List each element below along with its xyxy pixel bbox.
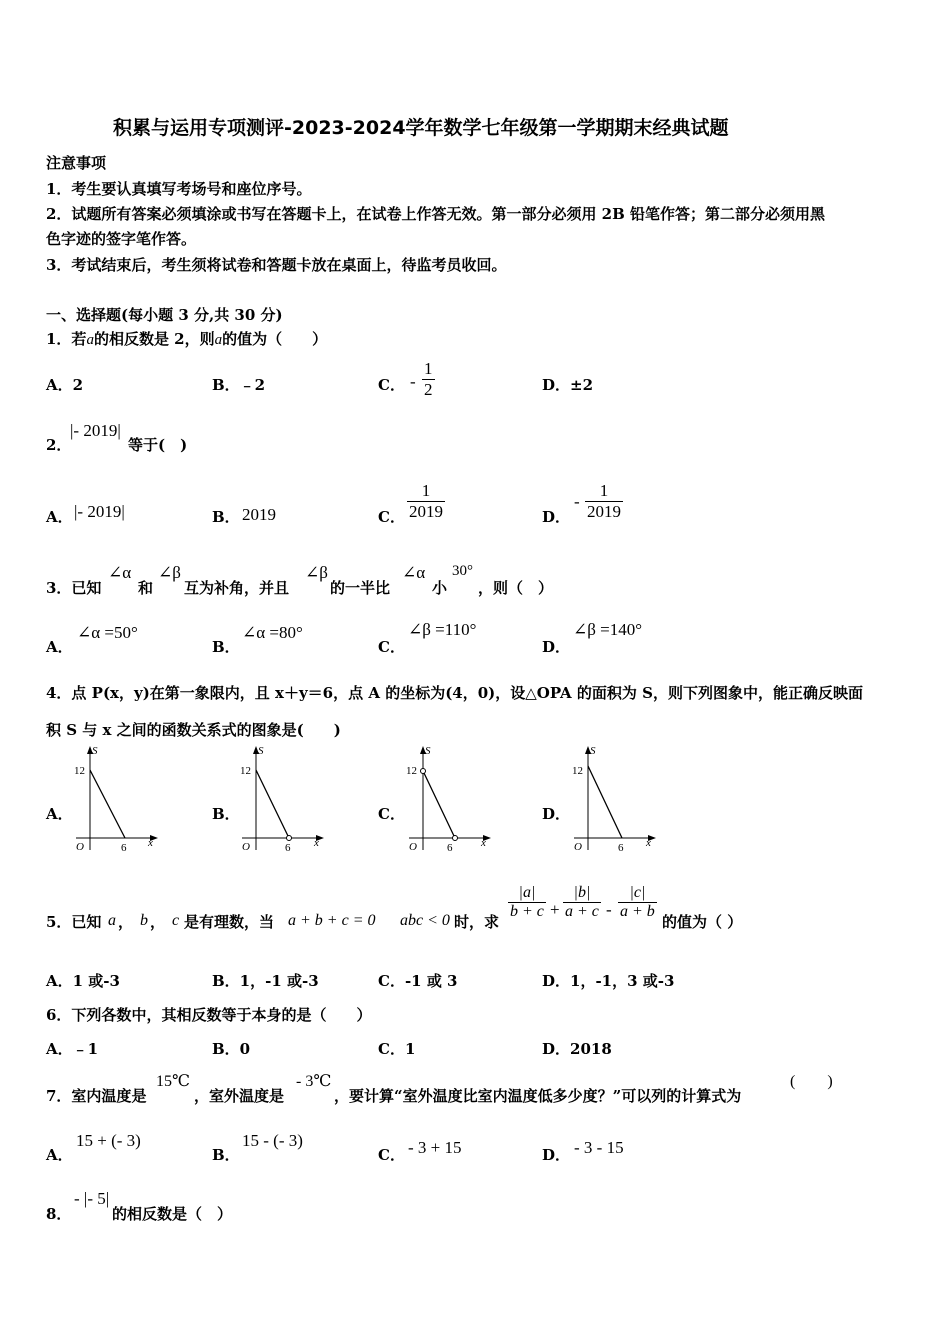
y-tick-label: 12	[572, 765, 583, 777]
y-tick-label: 12	[74, 765, 85, 777]
q6-option-b[interactable]: B．0	[212, 1040, 251, 1058]
q6-option-a[interactable]: A．﹣1	[46, 1040, 99, 1058]
q5-option-a[interactable]: A．1 或-3	[46, 972, 120, 990]
q3-degree: 30°	[452, 563, 473, 579]
q5-var-a: a	[108, 912, 116, 929]
denominator: 2	[424, 380, 433, 399]
q2-text: 等于( )	[128, 436, 188, 454]
q5-text: 是有理数，当	[184, 913, 275, 931]
q2-option-d-label[interactable]: D．	[542, 508, 571, 526]
numerator: |c|	[618, 884, 657, 903]
q6-option-d[interactable]: D．2018	[542, 1040, 612, 1058]
notice-item-3: 3．考试结束后，考生须将试卷和答题卡放在桌面上，待监考员收回。	[46, 256, 507, 274]
q5-fraction-3	[618, 884, 657, 921]
q5-option-b[interactable]: B．1，-1 或-3	[212, 972, 319, 990]
x-axis-label: x	[314, 837, 319, 849]
q7-option-c-label[interactable]: C．	[378, 1146, 405, 1164]
q3-option-c: ∠β =110°	[408, 620, 477, 639]
q7-text: ，室外温度是	[194, 1087, 285, 1105]
q3-option-d: ∠β =140°	[573, 620, 643, 639]
q7-option-d: - 3 - 15	[574, 1138, 624, 1157]
q1-option-b[interactable]: B．﹣2	[212, 376, 266, 394]
x-tick-label: 6	[285, 842, 291, 854]
q3-option-b-label[interactable]: B．	[212, 638, 240, 656]
q2-option-b: 2019	[242, 505, 276, 524]
y-axis-label: S	[92, 745, 98, 757]
denominator: a + c	[565, 903, 599, 920]
q5-text: ，	[150, 913, 166, 931]
question-6: 6．下列各数中，其相反数等于本身的是（ ）	[46, 1006, 372, 1024]
numerator: 1	[585, 481, 623, 502]
notice-item-2-cont: 色字迹的签字笔作答。	[46, 230, 197, 248]
open-endpoint	[421, 769, 426, 774]
origin-label: O	[242, 841, 250, 853]
q2-option-a-label[interactable]: A．	[46, 508, 73, 526]
q7-option-d-label[interactable]: D．	[542, 1146, 571, 1164]
page-title: 积累与运用专项测评-2023-2024学年数学七年级第一学期期末经典试题	[113, 117, 729, 139]
q2-option-b-label[interactable]: B．	[212, 508, 240, 526]
q3-text: 互为补角，并且	[184, 579, 290, 597]
q7-option-a: 15 + (- 3)	[76, 1131, 141, 1150]
q5-fraction-2	[563, 884, 601, 921]
q4-option-d-label[interactable]: D．	[542, 805, 571, 823]
x-axis-label: x	[481, 837, 486, 849]
q5-text: 5．已知	[46, 913, 102, 931]
q5-fraction-1	[508, 884, 546, 921]
q5-option-d[interactable]: D．1，-1，3 或-3	[542, 972, 675, 990]
q4-graph-b	[236, 742, 328, 856]
q1-var: a	[214, 332, 223, 348]
q7-text: 7．室内温度是	[46, 1087, 147, 1105]
q5-var-b: b	[140, 912, 148, 929]
notice-item-1: 1．考生要认真填写考场号和座位序号。	[46, 180, 312, 198]
x-tick-label: 6	[447, 842, 453, 854]
q3-alpha: ∠α	[402, 563, 426, 582]
origin-label: O	[409, 841, 417, 853]
q2-option-d-sign: -	[574, 492, 580, 511]
origin-label: O	[574, 841, 582, 853]
q1-text: 的相反数是 2，则	[93, 330, 215, 348]
notice-heading: 注意事项	[46, 154, 107, 172]
q1-option-c-fraction	[422, 359, 435, 400]
x-axis-label: x	[646, 837, 651, 849]
q3-text: ，则（ ）	[478, 579, 554, 597]
q2-option-c-label[interactable]: C．	[378, 508, 405, 526]
q7-option-a-label[interactable]: A．	[46, 1146, 73, 1164]
q8-number: 8．	[46, 1205, 72, 1223]
q5-option-c[interactable]: C．-1 或 3	[378, 972, 458, 990]
q1-text: 的值为（ ）	[222, 330, 328, 348]
origin-label: O	[76, 841, 84, 853]
numerator: |b|	[563, 884, 601, 903]
y-tick-label: 12	[406, 765, 417, 777]
numerator: 1	[407, 481, 445, 502]
q2-number: 2．	[46, 436, 72, 454]
q7-option-b-label[interactable]: B．	[212, 1146, 240, 1164]
denominator: 2019	[409, 502, 443, 521]
q3-text: 和	[138, 579, 154, 597]
section-heading: 一、选择题(每小题 3 分,共 30 分)	[46, 306, 283, 324]
numerator: 1	[424, 359, 433, 378]
denominator: b + c	[510, 903, 544, 920]
q7-outdoor-temp: - 3℃	[296, 1073, 332, 1090]
q5-minus: -	[606, 900, 612, 919]
q7-answer-paren: ( )	[790, 1073, 833, 1090]
q3-option-c-label[interactable]: C．	[378, 638, 405, 656]
question-1	[46, 328, 327, 349]
q5-condition-1: a + b + c = 0	[288, 912, 376, 929]
numerator: |a|	[508, 884, 546, 903]
q3-beta: ∠β	[158, 563, 181, 582]
q6-option-c[interactable]: C．1	[378, 1040, 416, 1058]
q2-option-c-fraction	[407, 481, 445, 522]
q5-plus: +	[550, 900, 560, 919]
q3-text: 3．已知	[46, 579, 102, 597]
q5-text: 的值为（ ）	[662, 913, 743, 931]
denominator: a + b	[620, 903, 655, 920]
q4-option-a-label[interactable]: A．	[46, 805, 73, 823]
q4-option-b-label[interactable]: B．	[212, 805, 240, 823]
q4-graph-c	[403, 742, 495, 856]
q3-option-a-label[interactable]: A．	[46, 638, 73, 656]
q2-expression: |- 2019|	[70, 421, 121, 440]
q1-option-d[interactable]: D．±2	[542, 376, 594, 394]
x-tick-label: 6	[618, 842, 624, 854]
q1-var: a	[86, 332, 94, 348]
x-tick-label: 6	[121, 842, 127, 854]
q5-condition-2: abc < 0	[400, 912, 450, 929]
q7-option-c: - 3 + 15	[408, 1138, 462, 1157]
q5-text: ，	[118, 913, 134, 931]
notice-item-2: 2．试题所有答案必须填涂或书写在答题卡上，在试卷上作答无效。第一部分必须用 2B 铅笔作答；第二部分必须用黑	[46, 205, 826, 223]
q1-option-a[interactable]: A．2	[46, 376, 84, 394]
q4-text-line-1: 4．点 P(x，y)在第一象限内，且 x＋y＝6，点 A 的坐标为(4，0)，设△OPA 的面积为 S，则下列图象中，能正确反映面	[46, 684, 863, 702]
q3-option-a: ∠α =50°	[77, 623, 138, 642]
denominator: 2019	[587, 502, 621, 521]
q3-option-b: ∠α =80°	[242, 623, 303, 642]
q7-option-b: 15 - (- 3)	[242, 1131, 303, 1150]
y-axis-label: S	[425, 745, 431, 757]
q1-option-c-label[interactable]: C．	[378, 376, 405, 394]
q3-beta: ∠β	[305, 563, 328, 582]
q4-text-line-2: 积 S 与 x 之间的函数关系式的图象是( )	[46, 721, 341, 739]
x-axis-label: x	[148, 837, 153, 849]
q1-option-c-sign: -	[410, 372, 416, 391]
open-endpoint	[453, 836, 458, 841]
q3-option-d-label[interactable]: D．	[542, 638, 571, 656]
q3-text: 的一半比	[330, 579, 391, 597]
q5-text: 时，求	[454, 913, 500, 931]
q7-indoor-temp: 15℃	[156, 1073, 190, 1090]
open-endpoint	[287, 836, 292, 841]
q8-text: 的相反数是（ ）	[112, 1205, 233, 1223]
q3-alpha: ∠α	[108, 563, 132, 582]
y-axis-label: S	[590, 745, 596, 757]
y-axis-label: S	[258, 745, 264, 757]
q8-expression: - |- 5|	[74, 1189, 110, 1208]
q4-graph-d	[568, 742, 660, 856]
q2-option-d-fraction	[585, 481, 623, 522]
q4-option-c-label[interactable]: C．	[378, 805, 405, 823]
q2-option-a: |- 2019|	[74, 502, 125, 521]
q5-var-c: c	[172, 912, 180, 929]
q7-text: ，要计算“室外温度比室内温度低多少度？”可以列的计算式为	[334, 1087, 742, 1105]
q1-text: 1．若	[46, 330, 87, 348]
q3-text: 小	[432, 579, 448, 597]
q4-graph-a	[70, 742, 162, 856]
y-tick-label: 12	[240, 765, 251, 777]
